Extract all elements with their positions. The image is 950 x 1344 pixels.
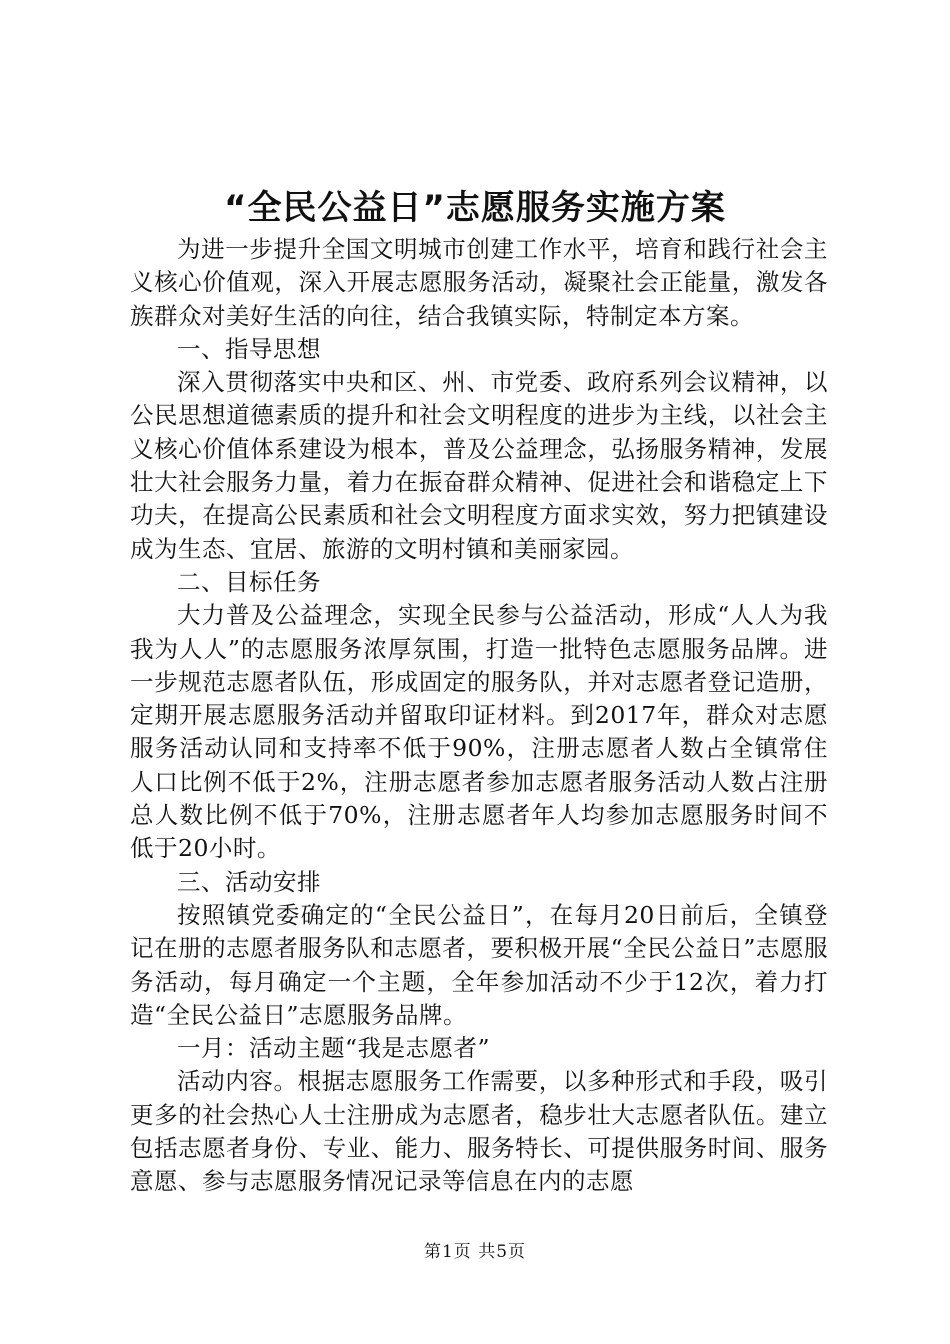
page-footer: 第1页 共5页 (423, 1242, 527, 1262)
section-heading-activities: 三、活动安排 (177, 867, 321, 896)
document-title: “全民公益日”志愿服务实施方案 (224, 188, 726, 228)
section-heading-goals: 二、目标任务 (177, 567, 321, 596)
section-heading-guiding-ideology: 一、指导思想 (177, 334, 321, 363)
january-content-paragraph: 活动内容。根据志愿服务工作需要，以多种形式和手段，吸引更多的社会热心人士注册成为志愿者，稳步壮大志愿者队伍。建立包括志愿者身份、专业、能力、服务特长、可提供服务时间、服务意愿、参与志愿服务情况记录等信息在内的志愿 (130, 1067, 828, 1196)
intro-paragraph: 为进一步提升全国文明城市创建工作水平，培育和践行社会主义核心价值观，深入开展志愿服务活动，凝聚社会正能量，激发各族群众对美好生活的向往，结合我镇实际，特制定本方案。 (130, 235, 828, 330)
subheading-january-theme: 一月：活动主题“我是志愿者” (177, 1034, 491, 1063)
document-body (130, 233, 828, 1199)
goals-paragraph: 大力普及公益理念，实现全民参与公益活动，形成“人人为我我为人人”的志愿服务浓厚氛围，打造一批特色志愿服务品牌。进一步规范志愿者队伍，形成固定的服务队，并对志愿者登记造册，定期开展志愿服务活动并留取印证材料。到2017年，群众对志愿服务活动认同和支持率不低于90%，注册志愿者人数占全镇常住人口比例不低于2%，注册志愿者参加志愿者服务活动人数占注册总人数比例不低于70%，注册志愿者年人均参加志愿服务时间不低于20小时。 (130, 601, 828, 863)
guiding-ideology-paragraph: 深入贯彻落实中央和区、州、市党委、政府系列会议精神，以公民思想道德素质的提升和社会文明程度的进步为主线，以社会主义核心价值体系建设为根本，普及公益理念，弘扬服务精神，发展壮大社会服务力量，着力在振奋群众精神、促进社会和谐稳定上下功夫，在提高公民素质和社会文明程度方面求实效，努力把镇建设成为生态、宜居、旅游的文明村镇和美丽家园。 (130, 368, 828, 563)
activities-paragraph: 按照镇党委确定的“全民公益日”，在每月20日前后，全镇登记在册的志愿者服务队和志愿者，要积极开展“全民公益日”志愿服务活动，每月确定一个主题，全年参加活动不少于12次，着力打造“全民公益日”志愿服务品牌。 (130, 900, 828, 1029)
